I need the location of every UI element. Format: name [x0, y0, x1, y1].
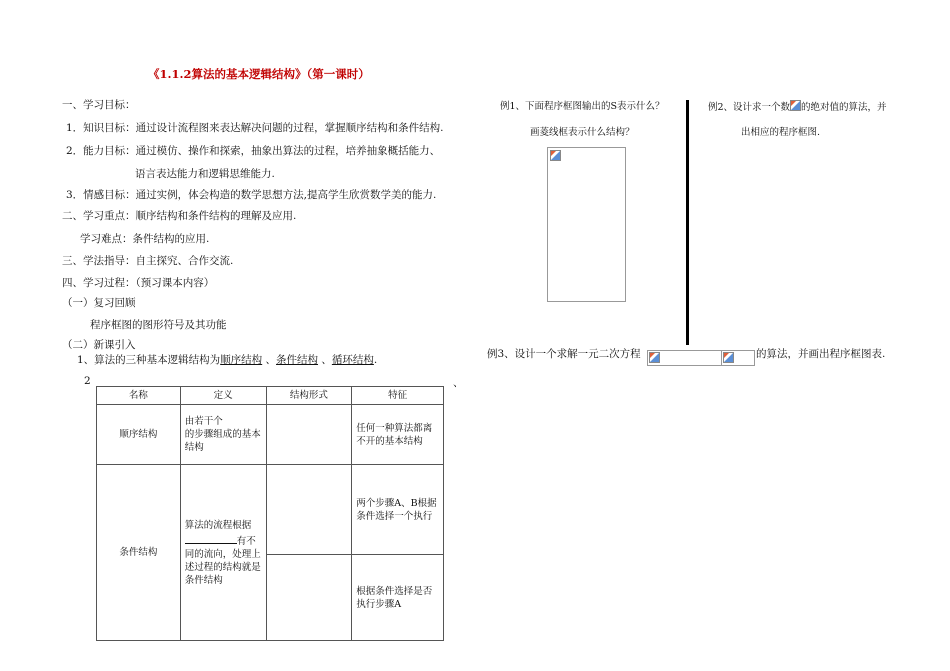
answer-conditional: 条件结构: [276, 354, 319, 366]
goal-ability: 2．能力目标：通过模仿、操作和探索，抽象出算法的过程，培养抽象概括能力、: [66, 145, 441, 157]
row-form: [266, 465, 352, 555]
answer-sequential: 顺序结构: [220, 354, 263, 366]
example-3-question-b: 的算法，并画出程序框图表.: [756, 348, 886, 360]
item-2-number: 2: [84, 375, 91, 387]
row-name: 顺序结构: [97, 405, 181, 465]
structure-table: [96, 386, 444, 641]
condition-image: [721, 350, 755, 366]
item-1-prefix: 1、算法的三种基本逻辑结构为: [77, 354, 221, 366]
row-feature: 两个步骤A、B根据条件选择一个执行: [352, 465, 444, 555]
row-feature: 任何一种算法都离不开的基本结构: [352, 405, 444, 465]
new-heading: （二）新课引入: [62, 339, 136, 351]
header-definition: 定义: [180, 387, 266, 405]
row-form: [266, 405, 352, 465]
difficulty: 学习难点：条件结构的应用.: [80, 233, 210, 245]
broken-image-icon: [723, 352, 734, 363]
broken-image-icon: [649, 352, 660, 363]
goal-ability-cont: 语言表达能力和逻辑思维能力.: [135, 168, 275, 180]
page-title: 《1.1.2算法的基本逻辑结构》（第一课时）: [148, 67, 370, 81]
example-3-question-a: 例3、设计一个求解一元二次方程: [487, 348, 641, 360]
item-2-tail: 、: [453, 377, 464, 389]
broken-image-icon: [550, 150, 561, 161]
column-divider: [686, 100, 689, 345]
item-1: 1、算法的三种基本逻辑结构为顺序结构 、条件结构 、循环结构.: [77, 354, 378, 366]
row-definition: 由若干个 的步骤组成的基本结构: [180, 405, 266, 465]
key-points: 二、学习重点：顺序结构和条件结构的理解及应用.: [62, 210, 297, 222]
example-2-question: 例2、设计求一个数 的绝对值的算法，并: [708, 102, 887, 113]
example-1-question: 例1、下面程序框图输出的S表示什么？: [500, 101, 665, 112]
goal-knowledge: 1．知识目标：通过设计流程图来表达解决问题的过程，掌握顺序结构和条件结构.: [66, 122, 444, 134]
flowchart-image: [547, 147, 626, 302]
row-form: [266, 555, 352, 641]
row-name: 条件结构: [97, 465, 181, 641]
process: 四、学习过程：（预习课本内容）: [62, 277, 215, 289]
example-2-continued: 出相应的程序框图.: [741, 127, 821, 138]
header-form: 结构形式: [266, 387, 352, 405]
review-item: 程序框图的图形符号及其功能: [90, 319, 227, 331]
row-feature: 根据条件选择是否执行步骤A: [352, 555, 444, 641]
fill-blank: [185, 532, 237, 544]
review-heading: （一）复习回顾: [62, 297, 136, 309]
example-1-subquestion: 画菱线框表示什么结构？: [530, 127, 635, 138]
answer-loop: 循环结构: [331, 354, 374, 366]
formula-image-icon: [790, 100, 801, 111]
row-definition: 算法的流程根据 有不同的流向，处理上述过程的结构就是条件结构: [180, 465, 266, 641]
header-feature: 特征: [352, 387, 444, 405]
goals-heading: 一、学习目标：: [62, 99, 136, 111]
guidance: 三、学法指导：自主探究、合作交流.: [62, 255, 234, 267]
table-row: [97, 405, 444, 465]
equation-image: [647, 350, 722, 366]
header-name: 名称: [97, 387, 181, 405]
goal-emotion: 3．情感目标：通过实例，体会构造的数学思想方法,提高学生欣赏数学美的能力.: [66, 189, 437, 201]
table-row: [97, 465, 444, 555]
